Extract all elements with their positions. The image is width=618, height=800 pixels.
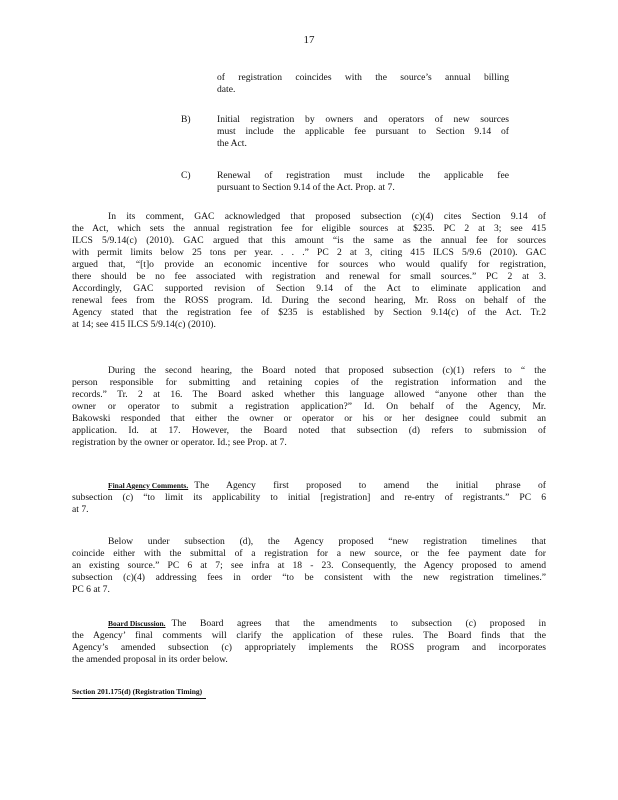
paragraph-line: owner or operator to submit a registration application?” Id. On behalf of the Agency, Mr. <box>72 401 546 412</box>
list-item-c-line: pursuant to Section 9.14 of the Act. Prop. at 7. <box>217 182 395 193</box>
list-label-c: C) <box>181 170 191 181</box>
paragraph-line: ILCS 5/9.14(c) (2010). GAC argued that this amount “is the same as the annual fee for sources <box>72 235 546 246</box>
list-continuation-line: date. <box>217 84 236 95</box>
paragraph-line: argued that, “[t]o provide an economic incentive for sources who would qualify for registration, <box>72 259 546 270</box>
section-heading: Section 201.175(d) (Registration Timing) <box>72 686 206 699</box>
list-item-b-line: the Act. <box>217 138 247 149</box>
paragraph-line: PC 6 at 7. <box>72 584 110 595</box>
paragraph-text: The Board agrees that the amendments to subsection (c) proposed in <box>171 618 546 629</box>
paragraph-line: there should be no fee associated with registration and renewal for small sources.” PC 2 at 3. <box>72 271 546 282</box>
paragraph-line: In its comment, GAC acknowledged that proposed subsection (c)(4) cites Section 9.14 of <box>108 211 546 222</box>
paragraph-line: at 7. <box>72 504 89 515</box>
paragraph-line: records.” Tr. 2 at 16. The Board asked whether this language allowed “anyone other than the <box>72 389 546 400</box>
paragraph-line: During the second hearing, the Board noted that proposed subsection (c)(1) refers to “ the <box>108 365 546 376</box>
paragraph-line: Agency’s amended subsection (c) appropriately implements the ROSS program and incorporates <box>72 642 546 653</box>
paragraph-line: renewal fees from the ROSS program. Id. During the second hearing, Mr. Ross on behalf of the <box>72 295 546 306</box>
paragraph-line: person responsible for submitting and retaining copies of the registration information and the <box>72 377 546 388</box>
paragraph-line: at 14; see 415 ILCS 5/9.14(c) (2010). <box>72 319 216 330</box>
paragraph-line: Accordingly, GAC supported revision of Section 9.14 of the Act to eliminate application and <box>72 283 546 294</box>
paragraph-line: Bakowski responded that either the owner or operator or his or her designee could submit an <box>72 413 546 424</box>
paragraph-line: the Act, which sets the annual registration fee for eligible sources at $235. PC 2 at 3; see 415 <box>72 223 546 234</box>
list-label-b: B) <box>181 114 191 125</box>
paragraph-line: subsection (c) “to limit its applicability to initial [registration] and re-entry of registrants.” PC 6 <box>72 492 546 503</box>
paragraph-line: Below under subsection (d), the Agency proposed “new registration timelines that <box>108 536 546 547</box>
board-discussion-heading: Board Discussion. <box>108 619 166 628</box>
final-agency-comments-heading: Final Agency Comments. <box>108 481 189 490</box>
paragraph-line <box>108 480 546 492</box>
list-continuation-line: of registration coincides with the source’s annual billing <box>217 72 509 83</box>
paragraph-line: the Agency’ final comments will clarify the application of these rules. The Board finds that the <box>72 630 546 641</box>
list-item-b-line: Initial registration by owners and operators of new sources <box>217 114 509 125</box>
list-item-c-line: Renewal of registration must include the applicable fee <box>217 170 509 181</box>
list-item-b-line: must include the applicable fee pursuant to Section 9.14 of <box>217 126 509 137</box>
paragraph-line <box>108 618 546 630</box>
paragraph-line: an existing source.” PC 6 at 7; see infra at 18 - 23. Consequently, the Agency proposed to amend <box>72 560 546 571</box>
paragraph-text: The Agency first proposed to amend the initial phrase of <box>194 480 546 491</box>
paragraph-line: coincide either with the submittal of a registration for a new source, or the fee payment date for <box>72 548 546 559</box>
paragraph-line: the amended proposal in its order below. <box>72 654 228 665</box>
paragraph-line: Agency stated that the registration fee of $235 is established by Section 9.14(c) of the Act. Tr.2 <box>72 307 546 318</box>
page-number: 17 <box>303 34 315 46</box>
paragraph-line: application. Id. at 17. However, the Board noted that subsection (d) refers to submission of <box>72 425 546 436</box>
paragraph-line: subsection (c)(4) addressing fees in order “to be consistent with the new registration timelines.” <box>72 572 546 583</box>
paragraph-line: with permit limits below 25 tons per year. . . .” PC 2 at 3, citing 415 ILCS 5/9.6 (2010). GAC <box>72 247 546 258</box>
paragraph-line: registration by the owner or operator. Id.; see Prop. at 7. <box>72 437 287 448</box>
